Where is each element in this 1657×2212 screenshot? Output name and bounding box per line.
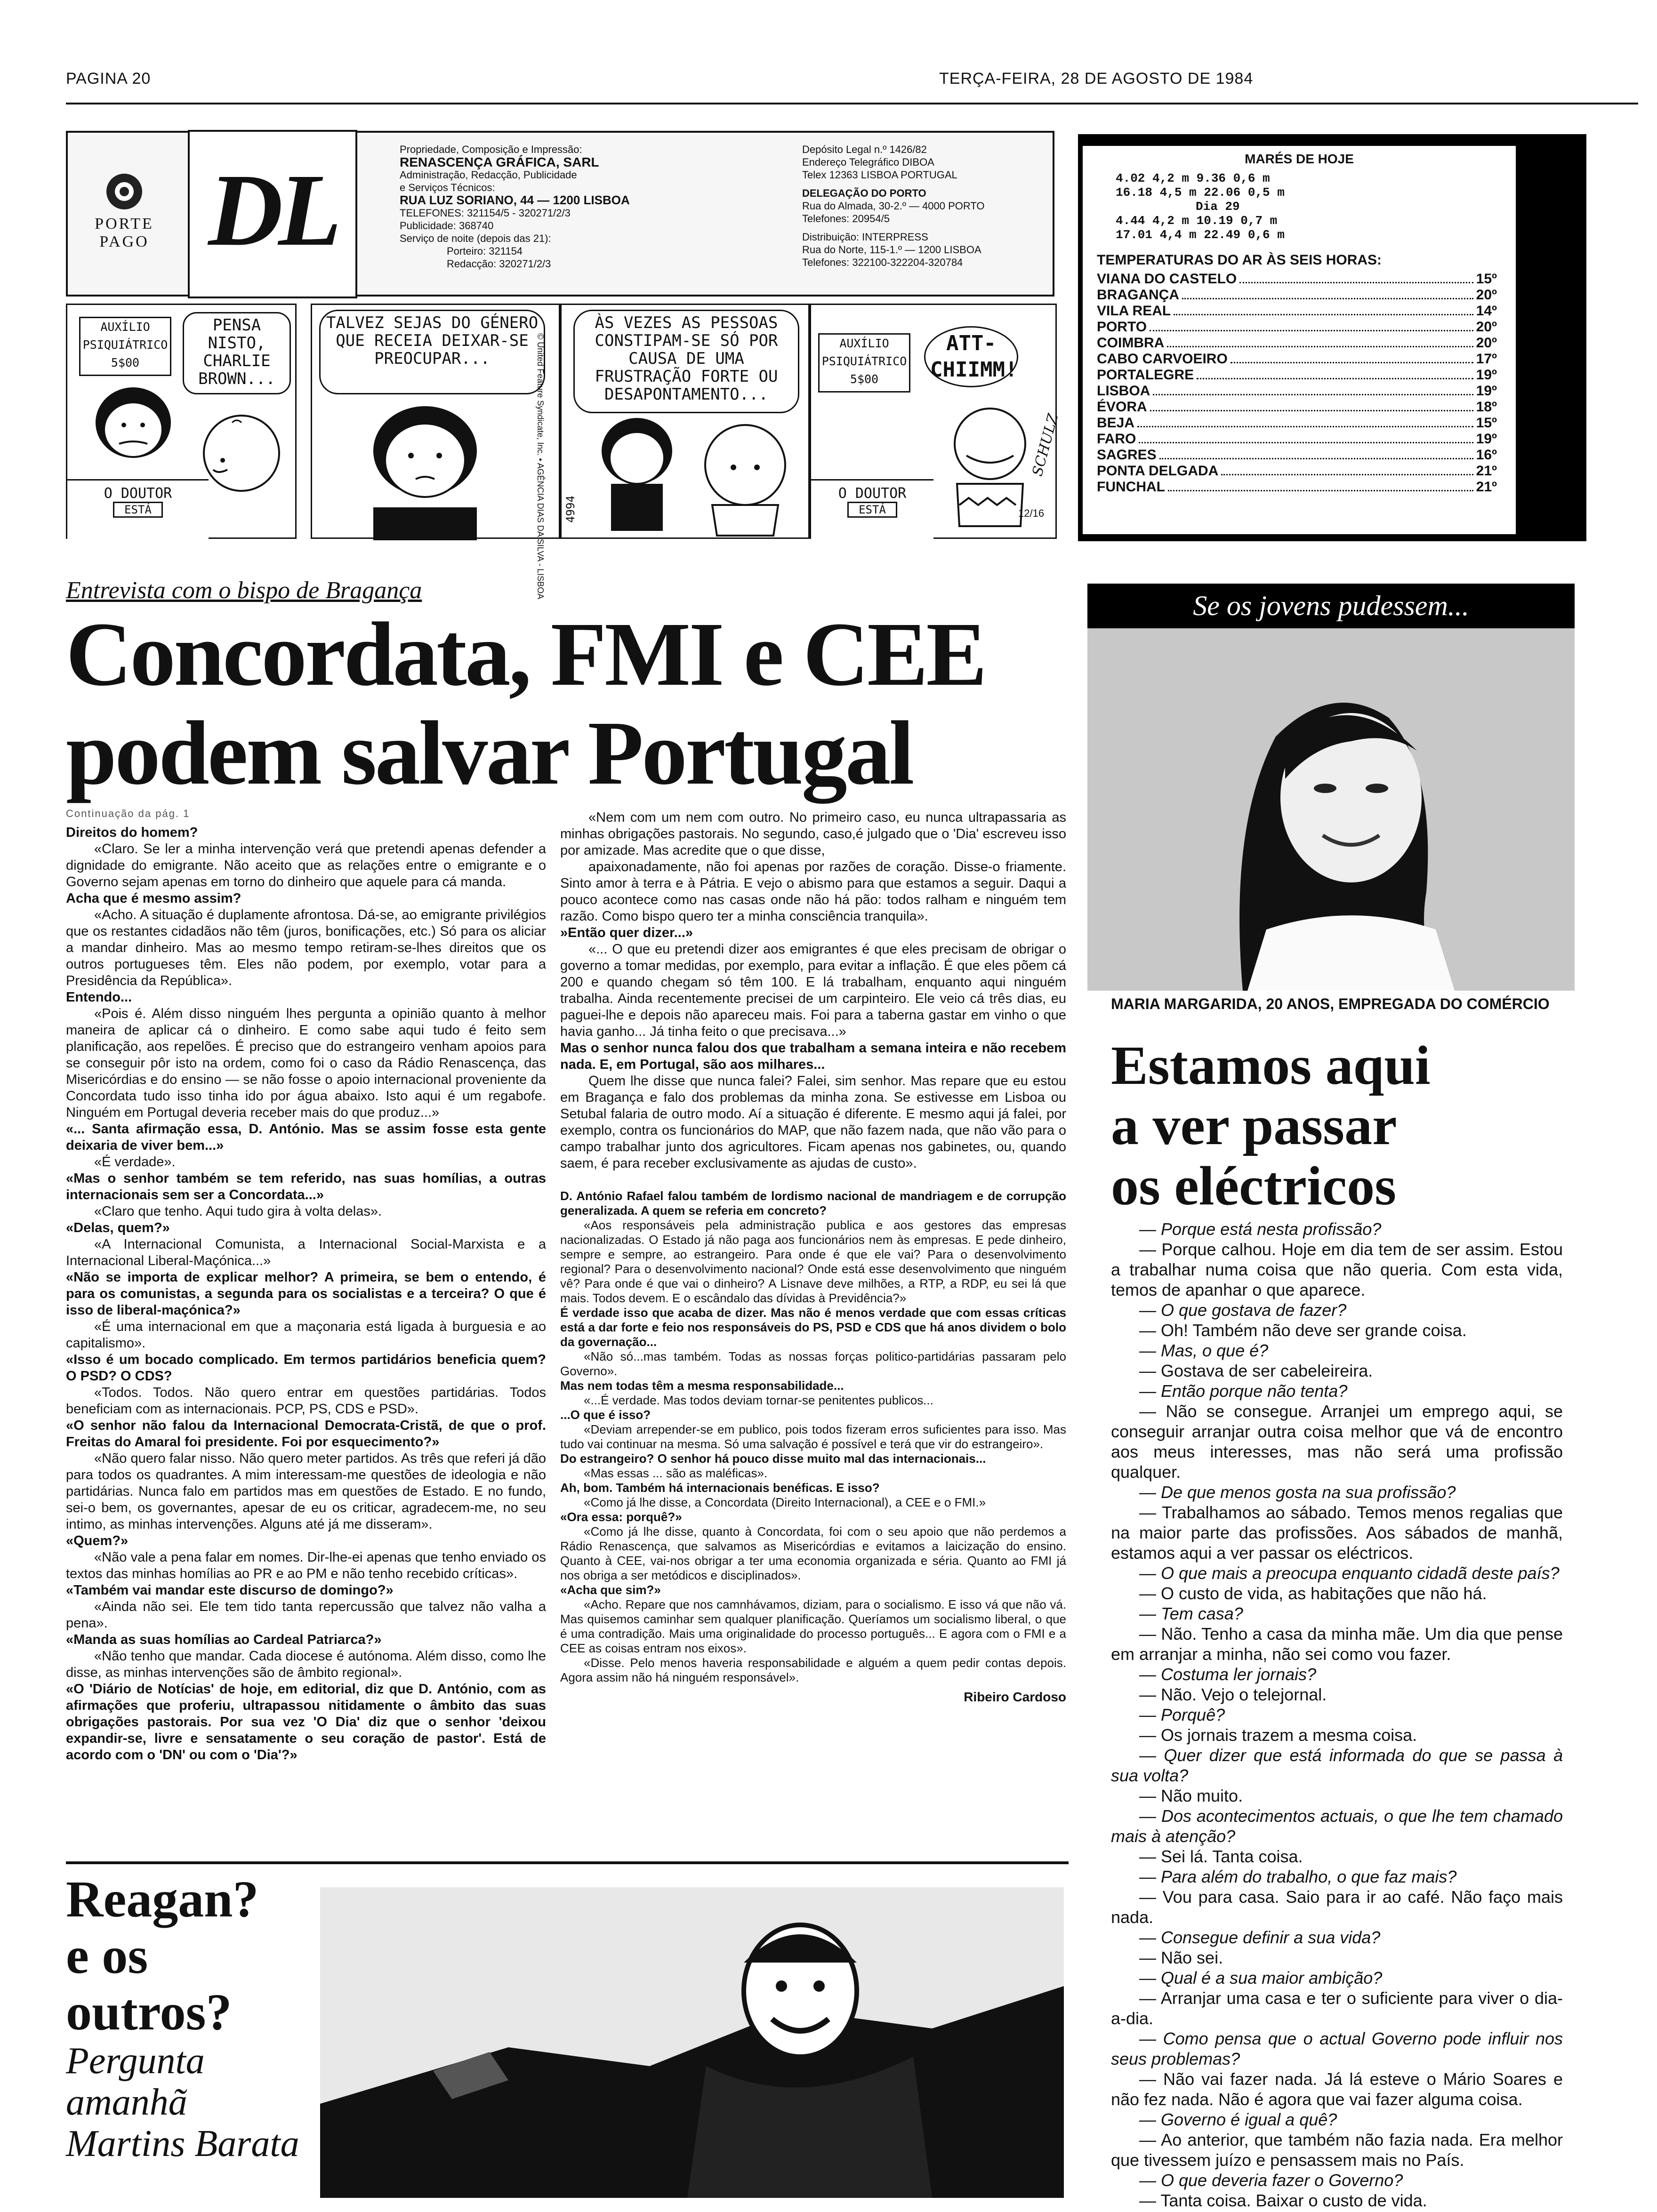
tide-row: 4.44 4,2 m 10.19 0,7 m xyxy=(1116,214,1278,228)
question-paragraph: — Consegue definir a sua vida? xyxy=(1139,1928,1381,1947)
tide-row: 4.02 4,2 m 9.36 0,6 m xyxy=(1116,171,1270,185)
question-paragraph: Acha que é mesmo assim? xyxy=(66,891,241,906)
teaser-line: amanhã xyxy=(66,2082,187,2123)
temperature-row xyxy=(1097,463,1497,479)
booth-front xyxy=(67,479,209,542)
booth-sign: ESTÁ xyxy=(847,502,897,518)
question-paragraph: Do estrangeiro? O senhor há pouco disse muito mal das internacionais... xyxy=(560,1451,986,1466)
answer-paragraph: — O custo de vida, as habitações que não há. xyxy=(1139,1584,1487,1603)
maria-portrait-photo xyxy=(1087,628,1575,991)
answer-paragraph: — Não. Vejo o telejornal. xyxy=(1139,1685,1327,1704)
comic-bubble: TALVEZ SEJAS DO GÉNERO QUE RECEIA DEIXAR-SE PREOCUPAR... xyxy=(319,310,545,394)
city-name: ÉVORA xyxy=(1097,399,1147,415)
temperature-row xyxy=(1097,271,1497,287)
temperature-row xyxy=(1097,383,1497,399)
answer-paragraph: — Não vai fazer nada. Já lá esteve o Mário Soares e não fez nada. Não é agora que vai fazer alguma coisa. xyxy=(1111,2069,1563,2109)
masthead-line: e Serviços Técnicos: xyxy=(400,182,495,193)
temperature-value: 19º xyxy=(1476,383,1497,399)
leader-dots xyxy=(1221,463,1473,475)
masthead-line: Publicidade: 368740 xyxy=(400,220,494,232)
answer-paragraph: Quem lhe disse que nunca falei? Falei, sim senhor. Mas repare que eu estou em Bragança e falo dos problemas da minha zona. Se estivesse em Lisboa ou Setubal falaria de outro modo. Aí a situação é diferente. E mesmo aqui já falei, por exemplo, contra os funcionários do MAP, que não fazem nada, que não vão para o campo trabalhar junto dos agricultores. Ficam apenas nos gabinetes, ou, quando saem, é para receber exclusivamente as ajudas de custo». xyxy=(560,1074,1066,1171)
header-rule xyxy=(66,103,1638,104)
answer-paragraph: «É verdade». xyxy=(94,1154,176,1170)
question-paragraph: — De que menos gosta na sua profissão? xyxy=(1139,1483,1456,1502)
leader-dots xyxy=(1174,303,1473,315)
answer-paragraph: — Vou para casa. Saio para ir ao café. Não faço mais nada. xyxy=(1111,1887,1563,1927)
question-paragraph: — Porquê? xyxy=(1139,1705,1225,1724)
lucy-figure xyxy=(590,413,684,536)
teaser-line: Reagan? xyxy=(66,1870,259,1928)
answer-paragraph: — Porque calhou. Hoje em dia tem de ser assim. Estou a trabalhar numa coisa que não queria. Com esta vida, temos de apanhar o que aparece. xyxy=(1111,1240,1563,1299)
question-paragraph: — Costuma ler jornais? xyxy=(1139,1665,1317,1684)
publication-date: TERÇA-FEIRA, 28 DE AGOSTO DE 1984 xyxy=(939,70,1254,88)
city-name: CABO CARVOEIRO xyxy=(1097,351,1228,367)
headline-line-2: podem salvar Portugal xyxy=(66,702,913,803)
masthead-info-left xyxy=(400,143,729,270)
answer-paragraph: «Ainda não sei. Ele tem tido tanta repercussão que talvez não valha a pena». xyxy=(66,1599,546,1631)
leader-dots xyxy=(1159,447,1473,459)
question-paragraph: Mas nem todas têm a mesma responsabilidade... xyxy=(560,1378,844,1393)
side-headline-line: a ver passar xyxy=(1111,1095,1397,1156)
temperature-value: 19º xyxy=(1476,431,1497,447)
temperature-value: 15º xyxy=(1476,271,1497,287)
answer-paragraph: «Disse. Pelo menos haveria responsabilidade e alguém a quem pedir contas depois. Agora assim não há ninguém responsável». xyxy=(560,1656,1066,1684)
question-paragraph: — Porque está nesta profissão? xyxy=(1139,1219,1382,1239)
weather-box xyxy=(1078,134,1586,541)
answer-paragraph: apaixonadamente, não foi apenas por razões de coração. Disse-o friamente. Sinto amor à terra e à Pátria. E vejo o abismo para que estamos a seguir. Daqui a pouco acontece como nas casas onde não há pão: todos ralham e ninguém tem razão. Como bispo quero ter a minha consciência tranquila». xyxy=(560,859,1066,924)
temperature-row xyxy=(1097,319,1497,335)
comic-panel-4 xyxy=(810,304,1062,539)
answer-paragraph: — Não. Tenho a casa da minha mãe. Um dia que pense em arranjar a minha, não sei como vou fazer. xyxy=(1111,1624,1563,1664)
question-paragraph: — Dos acontecimentos actuais, o que lhe tem chamado mais à atenção? xyxy=(1111,1806,1563,1846)
comic-bubble: ATT-CHIIMM! xyxy=(924,326,1018,387)
question-paragraph: «O 'Diário de Notícias' de hoje, em editorial, diz que D. António, com as afirmações que proferiu, ultrapassou nitidamente o âmbito das suas obrigações pastorais. Por sua vez 'O Dia' diz que o senhor 'deixou expandir-se, livre e sensatamente o seu coração de pastor'. Está de acordo com o 'DN' ou com o 'Dia'?» xyxy=(66,1682,546,1763)
question-paragraph: — Então porque não tenta? xyxy=(1139,1381,1348,1401)
masthead-line: Rua do Almada, 30-2.º — 4000 PORTO xyxy=(802,200,985,212)
answer-paragraph: «Claro. Se ler a minha intervenção verá que pretendi apenas defender a dignidade do emigrante. Não aceito que as relações entre o emigrante e o Governo sejam apenas em torno do dinheiro que aquele para cá manda. xyxy=(66,842,546,890)
side-headline-line: os eléctricos xyxy=(1111,1155,1397,1217)
question-paragraph: — O que gostava de fazer? xyxy=(1139,1300,1347,1320)
answer-paragraph: «Não tenho que mandar. Cada diocese é autónoma. Além disso, como lhe disse, as minhas intervenções são de âmbito regional». xyxy=(66,1649,546,1680)
question-paragraph: «Delas, quem?» xyxy=(66,1220,170,1235)
city-name: PORTO xyxy=(1097,319,1147,335)
question-paragraph: Entendo... xyxy=(66,990,132,1005)
temperature-row xyxy=(1097,335,1497,351)
side-headline-line: Estamos aqui xyxy=(1111,1034,1431,1096)
masthead-line: DELEGAÇÃO DO PORTO xyxy=(802,187,926,199)
temperature-value: 20º xyxy=(1476,335,1497,351)
side-banner-text: Se os jovens pudessem... xyxy=(1193,590,1469,621)
headline-line-1: Concordata, FMI e CEE xyxy=(66,603,985,705)
answer-paragraph: «Não quero falar nisso. Não quero meter partidos. As três que referi já dão para todos os quadrantes. A mim interessam-me questões de ideologia e não partidárias. Nunca falo em partidos mas em questões de Estado. E no fundo, sei-o bem, os governantes, apesar de eu os criticar, agradecem-me, no seu intimo, as minhas intervenções. Alguns até já me disseram». xyxy=(66,1451,546,1532)
leader-dots xyxy=(1168,479,1473,491)
temps-list xyxy=(1097,271,1497,495)
city-name: BEJA xyxy=(1097,415,1135,431)
answer-paragraph: «É uma internacional em que a maçonaria está ligada à burguesia e ao capitalismo». xyxy=(66,1319,546,1351)
masthead-line: Telefones: 322100-322204-320784 xyxy=(802,256,963,268)
question-paragraph: Mas o senhor nunca falou dos que trabalham a semana inteira e não recebem nada. E, em Portugal, são aos milhares... xyxy=(560,1041,1066,1072)
leader-dots xyxy=(1231,351,1473,363)
leader-dots xyxy=(1139,431,1473,443)
question-paragraph: Ah, bom. Também há internacionais benéficas. E isso? xyxy=(560,1481,880,1495)
temperature-value: 16º xyxy=(1476,447,1497,463)
porte-label: PORTE xyxy=(95,215,154,232)
question-paragraph: D. António Rafael falou também de lordismo nacional de mandriagem e de corrupção generalizada. A quem se referia em concreto? xyxy=(560,1189,1066,1218)
masthead-line: Administração, Redacção, Publicidade xyxy=(400,169,577,181)
leader-dots xyxy=(1197,367,1473,379)
question-paragraph: — Mas, o que é? xyxy=(1139,1341,1269,1360)
comic-panel-3 xyxy=(560,304,810,539)
answer-paragraph: «Como já lhe disse, quanto à Concordata, foi com o seu apoio que não perdemos a Rádio Renascença, que salvamos as Misericórdias e evitamos a laicização do ensino. Quanto à CEE, vai-nos obrigar a ter uma economia organizada e séria. Quanto ao FMI já nos obriga a ser metódicos e disciplinados». xyxy=(560,1524,1066,1582)
answer-paragraph: — Oh! Também não deve ser grande coisa. xyxy=(1139,1321,1467,1340)
answer-paragraph: — Não muito. xyxy=(1139,1786,1243,1805)
pago-label: PAGO xyxy=(99,233,149,250)
city-name: SAGRES xyxy=(1097,447,1157,463)
question-paragraph: «Acha que sim?» xyxy=(560,1583,661,1597)
side-banner xyxy=(1087,584,1575,628)
answer-paragraph: «Mas essas ... são as maléficas». xyxy=(584,1466,768,1480)
leader-dots xyxy=(1150,319,1473,331)
temperature-value: 21º xyxy=(1476,463,1497,479)
temperature-value: 19º xyxy=(1476,367,1497,383)
masthead-line: Rua do Norte, 115-1.º — 1200 LISBOA xyxy=(802,244,981,256)
leader-dots xyxy=(1150,399,1473,411)
question-paragraph: «Manda as suas homílias ao Cardeal Patriarca?» xyxy=(66,1632,382,1647)
city-name: VILA REAL xyxy=(1097,303,1171,319)
question-paragraph: — Qual é a sua maior ambição? xyxy=(1139,1968,1383,1988)
question-paragraph: «Quem?» xyxy=(66,1533,129,1548)
booth-label: O DOUTOR xyxy=(838,485,907,502)
masthead-line: RENASCENÇA GRÁFICA, SARL xyxy=(400,155,599,169)
answer-paragraph: — Não se consegue. Arranjei um emprego aqui, se conseguir arranjar outra coisa melhor que vá de encontro aos meus interesses, mas não será uma profissão qualquer. xyxy=(1111,1402,1563,1482)
page-number: PAGINA 20 xyxy=(66,70,151,88)
question-paragraph: — Tem casa? xyxy=(1139,1604,1243,1623)
masthead-line: TELEFONES: 321154/5 - 320271/2/3 xyxy=(400,207,571,219)
charlie-brown-figure xyxy=(194,409,289,503)
temperature-value: 20º xyxy=(1476,319,1497,335)
answer-paragraph: — Tanta coisa. Baixar o custo de vida. xyxy=(1139,2191,1427,2210)
article-column-1 xyxy=(66,825,546,1825)
question-paragraph: ...O que é isso? xyxy=(560,1408,651,1422)
answer-paragraph: «A Internacional Comunista, a Internacional Social-Marxista e a Internacional Liberal-Maçónica...» xyxy=(66,1237,546,1268)
article-kicker: Entrevista com o bispo de Bragança xyxy=(66,577,422,604)
masthead-line: RUA LUZ SORIANO, 44 — 1200 LISBOA xyxy=(400,193,630,207)
comic-bubble: PENSA NISTO, CHARLIE BROWN... xyxy=(183,312,291,394)
answer-paragraph: «Aos responsáveis pela administração publica e aos gestores das empresas nacionalizadas. O Estado já não paga aos funcionários nem às empresas. E pede dinheiro, sempre e sempre, ao estrangeiro. Para onde é que ele vai? Para o desenvolvimento regional? Para o desenvolvimento nacional? Onde está esse desenvolvimento que ninguém vê? Para onde é que vai o dinheiro? A Lisnave deve milhões, a RTP, a RDP, eu sei lá que mais. Todos devem. E o escândalo das dívidas à Previdência?» xyxy=(560,1218,1066,1305)
temperature-value: 21º xyxy=(1476,479,1497,495)
booth-label: O DOUTOR xyxy=(104,485,172,502)
question-paragraph: — O que mais a preocupa enquanto cidadã deste país? xyxy=(1139,1563,1560,1583)
answer-paragraph: «...É verdade. Mas todos deviam tornar-se penitentes publicos... xyxy=(584,1393,933,1407)
psychiatric-sign: AUXÍLIO PSIQUIÁTRICO 5$00 xyxy=(818,333,910,393)
temperature-row xyxy=(1097,303,1497,319)
masthead-info-right xyxy=(802,143,1047,269)
booth-sign: ESTÁ xyxy=(113,502,163,518)
leader-dots xyxy=(1153,383,1473,395)
masthead-line: Telefones: 20954/5 xyxy=(802,213,890,224)
leader-dots xyxy=(1137,415,1473,427)
question-paragraph: Direitos do homem? xyxy=(66,825,198,840)
question-paragraph: «Isso é um bocado complicado. Em termos partidários beneficia quem? O PSD? O CDS? xyxy=(66,1352,546,1384)
answer-paragraph: — Trabalhamos ao sábado. Temos menos regalias que na maior parte das profissões. Aos sábados de manhã, estamos aqui a ver passar os eléctricos. xyxy=(1111,1503,1563,1563)
teaser-line: outros? xyxy=(66,1983,232,2041)
comic-date: 12/16 xyxy=(1018,507,1045,519)
answer-paragraph: «... O que eu pretendi dizer aos emigrantes é que eles precisam de obrigar o governo a tomar medidas, por exemplo, para evitar a inflação. É que eles põem cá 200 e quando chegam só têm 100. E lá trabalham, enquanto aqui ninguém trabalha. Ainda recentemente precisei de um carpinteiro. Ele veio cá três dias, eu paguei-lhe e depois não apareceu mais. Foi para a taberna gastar em vinho o que havia ganho... Já tinha feito o que precisava...» xyxy=(560,942,1066,1039)
question-paragraph: »Então quer dizer...» xyxy=(560,925,693,940)
masthead-line: Serviço de noite (depois das 21): xyxy=(400,232,551,244)
answer-paragraph: «Acho. A situação é duplamente afrontosa. Dá-se, ao emigrante privilégios que os restantes cidadãos não têm (juros, bonificações, etc.) Só para os aliciar a mandar dinheiro. Mas ao mesmo tempo retiram-se-lhes direitos que os outros portugueses têm. Eles não podem, por exemplo, votar para a Presidência da República». xyxy=(66,907,546,988)
question-paragraph: — Como pensa que o actual Governo pode influir nos seus problemas? xyxy=(1111,2029,1563,2068)
temperature-row xyxy=(1097,431,1497,447)
masthead-line: Distribuição: INTERPRESS xyxy=(802,231,928,243)
temperature-value: 14º xyxy=(1476,303,1497,319)
comic-credit: © United Feature Syndicate, Inc. • AGÊNCIA DIAS DA SILVA - LISBOA xyxy=(536,333,545,600)
answer-paragraph: «Todos. Todos. Não quero entrar em questões partidárias. Todos beneficiam com as internacionais. PCP, PS, CDS e PSD». xyxy=(66,1385,546,1417)
tide-row: Dia 29 xyxy=(1196,200,1240,214)
city-name: PORTALEGRE xyxy=(1097,367,1194,383)
answer-paragraph: «Claro que tenho. Aqui tudo gira à volta delas». xyxy=(94,1204,382,1219)
coat-of-arms-icon xyxy=(103,170,145,213)
comic-bubble: ÀS VEZES AS PESSOAS CONSTIPAM-SE SÓ POR CAUSA DE UMA FRUSTRAÇÃO FORTE OU DESAPONTAMENTO... xyxy=(573,310,799,413)
weather-edge-strip xyxy=(1520,146,1582,534)
porte-pago-stamp xyxy=(80,170,169,251)
question-paragraph: «O senhor não falou da Internacional Democrata-Cristã, de que o prof. Freitas do Amaral foi presidente. Foi por esquecimento?» xyxy=(66,1418,546,1450)
booth-front xyxy=(811,479,933,542)
weather-inner xyxy=(1083,146,1516,534)
temperature-row xyxy=(1097,367,1497,383)
city-name: PONTA DELGADA xyxy=(1097,463,1219,479)
temperature-value: 15º xyxy=(1476,415,1497,431)
lucy-figure xyxy=(86,380,180,474)
tides-table xyxy=(1116,171,1516,242)
lucy-figure xyxy=(354,399,496,540)
temperature-value: 20º xyxy=(1476,287,1497,303)
answer-paragraph: «Não vale a pena falar em nomes. Dir-lhe-ei apenas que tenho enviado os textos das minhas homílias ao PR e ao PM e não tenho recebido críticas». xyxy=(66,1550,546,1581)
teaser-title xyxy=(66,1871,311,2164)
answer-paragraph: «Como já lhe disse, a Concordata (Direito Internacional), a CEE e o FMI.» xyxy=(584,1495,986,1509)
bottom-teaser-rule xyxy=(66,1861,1069,1864)
temperature-row xyxy=(1097,479,1497,495)
reagan-photo xyxy=(320,1868,1064,2198)
leader-dots xyxy=(1167,335,1473,347)
answer-paragraph: — Os jornais trazem a mesma coisa. xyxy=(1139,1725,1417,1745)
continuation-note: Continuação da pág. 1 xyxy=(66,808,190,819)
masthead-line: Depósito Legal n.º 1426/82 xyxy=(802,144,927,155)
answer-paragraph: — Ao anterior, que também não fazia nada. Era melhor que tivessem juízo e pensassem mais no País. xyxy=(1111,2130,1563,2170)
question-paragraph: — O que deveria fazer o Governo? xyxy=(1139,2171,1403,2190)
teaser-line: Martins Barata xyxy=(66,2123,299,2164)
teaser-line: e os xyxy=(66,1927,148,1984)
masthead-line: Porteiro: 321154 xyxy=(447,245,523,257)
city-name: FARO xyxy=(1097,431,1136,447)
city-name: LISBOA xyxy=(1097,383,1150,399)
comic-panel-1 xyxy=(66,304,297,539)
temperature-row xyxy=(1097,447,1497,463)
side-interview-text xyxy=(1111,1219,1563,2210)
logo-box xyxy=(188,130,357,298)
article-author: Ribeiro Cardoso xyxy=(964,1690,1066,1704)
masthead-line: Propriedade, Composição e Impressão: xyxy=(400,144,582,155)
leader-dots xyxy=(1239,271,1473,283)
question-paragraph: É verdade isso que acaba de dizer. Mas não é menos verdade que com essas críticas está a dar forte e feio nos responsáveis do PS, PSD e CDS que há anos dividem o bolo da governação... xyxy=(560,1306,1066,1349)
question-paragraph: «Mas o senhor também se tem referido, nas suas homílias, a outras internacionais sem ser a Concordata...» xyxy=(66,1171,546,1202)
article-column-2 xyxy=(560,809,1066,1864)
answer-paragraph: — Sei lá. Tanta coisa. xyxy=(1139,1847,1303,1866)
temperature-row xyxy=(1097,287,1497,303)
city-name: FUNCHAL xyxy=(1097,479,1165,495)
question-paragraph: «Ora essa: porquê?» xyxy=(560,1510,682,1524)
temperature-row xyxy=(1097,415,1497,431)
leader-dots xyxy=(1182,287,1473,299)
answer-paragraph: «Deviam arrepender-se em publico, pois todos fizeram erros suficientes para isso. Mas tudo vai continuar na mesma. Só uma salvação é possível e terá que vir do estrangeiro». xyxy=(560,1422,1066,1451)
temperature-value: 17º xyxy=(1476,351,1497,367)
question-paragraph: — Governo é igual a quê? xyxy=(1139,2110,1337,2129)
city-name: BRAGANÇA xyxy=(1097,287,1179,303)
masthead-line: Redacção: 320271/2/3 xyxy=(447,258,551,270)
tide-row: 17.01 4,4 m 22.49 0,6 m xyxy=(1116,228,1285,242)
logo-dl: DL xyxy=(208,152,337,267)
schulz-signature: SCHULZ xyxy=(1029,412,1062,478)
question-paragraph: — Para além do trabalho, o que faz mais? xyxy=(1139,1867,1457,1886)
question-paragraph: «... Santa afirmação essa, D. António. Mas se assim fosse esta gente deixaria de viver bem...» xyxy=(66,1122,546,1153)
charlie-brown-figure xyxy=(693,423,797,536)
temperature-value: 18º xyxy=(1476,399,1497,415)
answer-paragraph: «Pois é. Além disso ninguém lhes pergunta a opinião quanto à melhor maneira de aplicar cá o dinheiro. E como sabe aqui tudo é feito sem planificação, aos repelões. É preciso que do estrangeiro venham apoios para se conseguir pôr isto na ordem, como foi o caso da Rádio Renascença, das Misericórdias e do ensino — se não fosse o apoio internacional proveniente da Concordata tudo isso tinha ido por água abaixo. Isto aqui é um regabofe. Ninguém em Portugal deveria receber mais do que produz...» xyxy=(66,1006,546,1120)
tides-title: MARÉS DE HOJE xyxy=(1245,152,1354,166)
answer-paragraph: «Acho. Repare que nos camnhávamos, diziam, para o socialismo. E isso vá que não vá. Mas quisemos caminhar sem qualquer planificação. Queríamos um socialismo liberal, o que é uma contradição. Mais uma originalidade do processo português... E agora com o FMI e a CEE as coisas entram nos eixos». xyxy=(560,1597,1066,1655)
answer-paragraph: «Nem com um nem com outro. No primeiro caso, eu nunca ultrapassaria as minhas obrigações pastorais. No segundo, caso,é julgado que o 'Dia' escreveu isso por amizade. Mas acredite que o que disse, xyxy=(560,810,1066,858)
masthead-line: Telex 12363 LISBOA PORTUGAL xyxy=(802,169,957,181)
city-name: VIANA DO CASTELO xyxy=(1097,271,1237,287)
answer-paragraph: — Gostava de ser cabeleireira. xyxy=(1139,1361,1373,1380)
question-paragraph: — Quer dizer que está informada do que se passa à sua volta? xyxy=(1111,1746,1563,1785)
comic-panel-2 xyxy=(311,304,560,600)
comic-code: 4994 xyxy=(563,496,577,523)
temperature-row xyxy=(1097,399,1497,415)
side-headline xyxy=(1111,1035,1563,1216)
city-name: COIMBRA xyxy=(1097,335,1165,351)
teaser-line: Pergunta xyxy=(66,2040,205,2082)
portrait-caption: MARIA MARGARIDA, 20 ANOS, EMPREGADA DO COMÉRCIO xyxy=(1111,995,1550,1012)
answer-paragraph: — Arranjar uma casa e ter o suficiente para viver o dia-a-dia. xyxy=(1111,1988,1563,2028)
masthead-line: Endereço Telegráfico DIBOA xyxy=(802,156,934,168)
answer-paragraph: «Não só...mas também. Todas as nossas forças politico-partidárias passaram pelo Governo». xyxy=(560,1349,1066,1378)
answer-paragraph: — Não sei. xyxy=(1139,1948,1223,1967)
temperature-row xyxy=(1097,351,1497,367)
masthead xyxy=(66,131,1054,297)
psychiatric-sign: AUXÍLIO PSIQUIÁTRICO 5$00 xyxy=(79,317,171,376)
temps-title: TEMPERATURAS DO AR ÀS SEIS HORAS: xyxy=(1097,252,1382,268)
tide-row: 16.18 4,5 m 22.06 0,5 m xyxy=(1116,185,1285,200)
question-paragraph: «Não se importa de explicar melhor? A primeira, se bem o entendo, é para os comunistas, a segunda para os socialistas e a terceira? O que é isso de liberal-maçónica?» xyxy=(66,1270,546,1318)
question-paragraph: «Também vai mandar este discurso de domingo?» xyxy=(66,1583,394,1598)
